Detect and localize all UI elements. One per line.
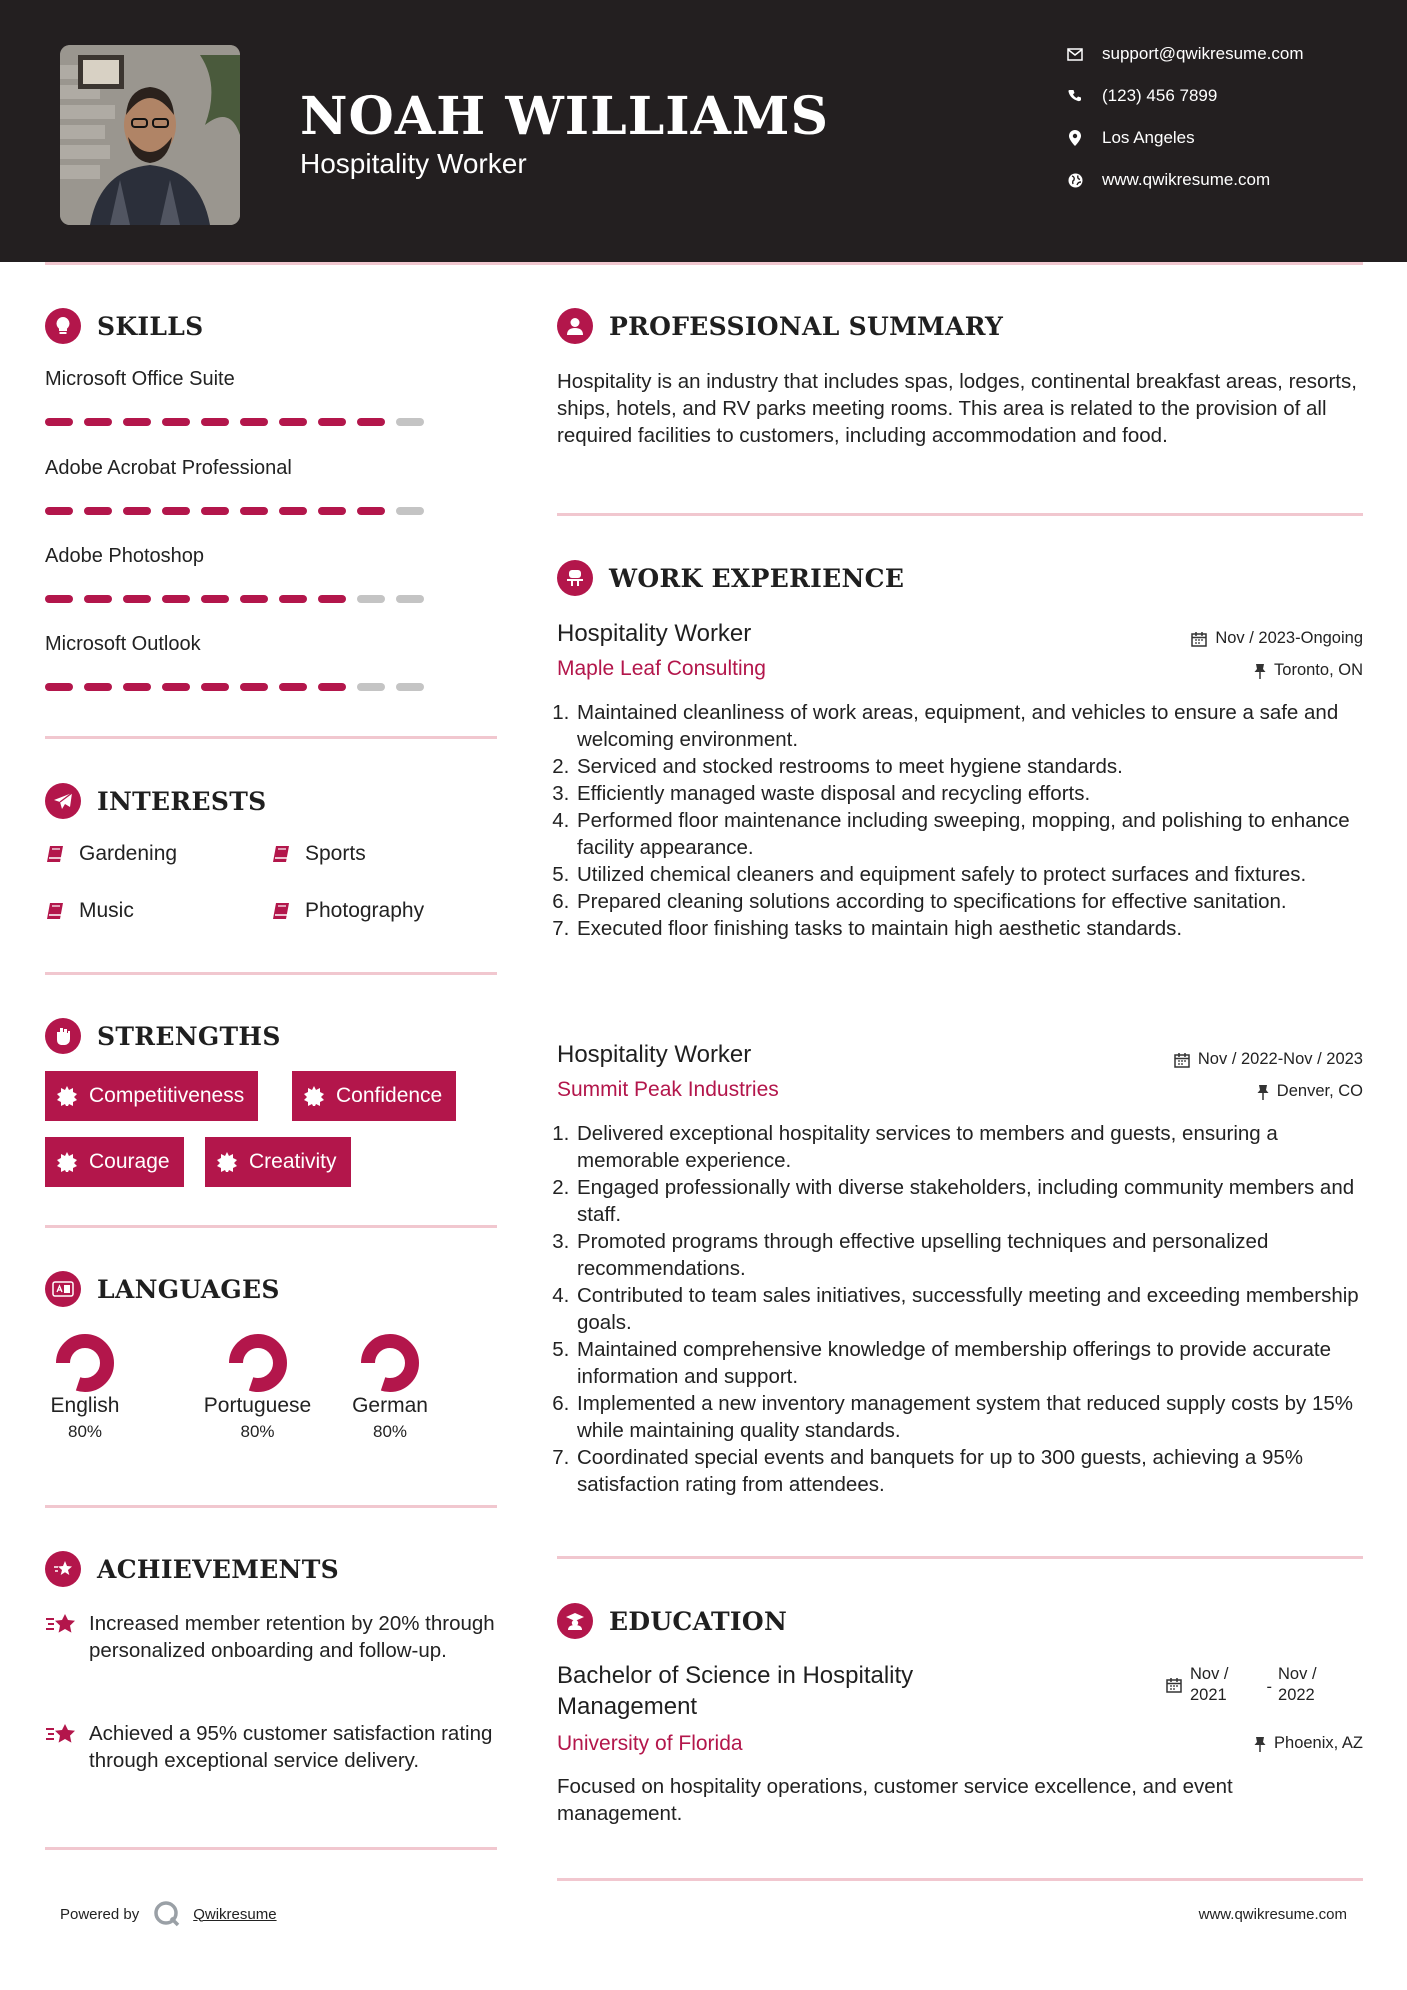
language-name: English [50,1394,120,1417]
bellhop-icon [557,560,593,596]
job-title: Hospitality Worker [557,620,752,647]
skill-name: Microsoft Outlook [45,633,201,655]
skill-dot-filled [123,507,151,515]
skill-dot-filled [84,418,112,426]
contact-phone[interactable]: (123) 456 7899 [1066,86,1217,106]
languages-heading: LANGUAGES [45,1271,280,1307]
pushpin-icon [1257,1084,1269,1100]
education-end-month: Nov / [1278,1665,1317,1683]
education-start-year: 2021 [1190,1686,1227,1704]
shooting-star-icon [45,1612,77,1664]
strength-chip: Courage [45,1137,184,1187]
skill-dot-filled [318,595,346,603]
list-item: 2. Serviced and stocked restrooms to meet hygiene standards. [575,753,1367,780]
job-dates: Nov / 2022-Nov / 2023 [1174,1050,1363,1069]
starburst-icon [304,1086,324,1106]
book-icon [271,844,291,864]
paper-plane-icon [45,783,81,819]
language-name: German [352,1394,428,1417]
section-divider [557,1878,1363,1881]
footer-website[interactable]: www.qwikresume.com [1198,1906,1347,1923]
skill-dot-filled [201,418,229,426]
calendar-icon [1174,1052,1190,1068]
skill-dot-filled [84,507,112,515]
translate-icon [45,1271,81,1307]
skill-dot-filled [84,595,112,603]
degree-title-line2: Management [557,1693,698,1720]
language-item [45,1332,125,1442]
pushpin-icon [1254,1736,1266,1752]
skill-dot-filled [318,507,346,515]
skill-dot-filled [84,683,112,691]
skill-level-bar [45,683,435,691]
job-dates: Nov / 2023-Ongoing [1191,629,1363,648]
strength-chip: Competitiveness [45,1071,258,1121]
skill-dot-filled [318,683,346,691]
location-pin-icon [1066,129,1084,147]
book-icon [271,901,291,921]
phone-icon [1066,87,1084,105]
globe-icon [1066,171,1084,189]
interest-item: Gardening [45,842,177,866]
skill-level-bar [45,595,435,603]
strength-chip: Creativity [205,1137,351,1187]
strengths-heading: STRENGTHS [45,1018,281,1054]
raised-fist-icon [45,1018,81,1054]
calendar-icon [1166,1677,1182,1693]
language-percent: 80% [240,1422,275,1441]
education-dates [1166,1664,1317,1706]
skill-dot-filled [240,418,268,426]
section-divider [557,1556,1363,1559]
company-name: Summit Peak Industries [557,1078,779,1101]
skill-dot-filled [240,595,268,603]
skill-dot-filled [279,418,307,426]
skill-level-bar [45,418,435,426]
list-item: 4. Performed floor maintenance including sweeping, mopping, and polishing to enhance facility appearance. [575,807,1367,861]
list-item: 7. Executed floor finishing tasks to maintain high aesthetic standards. [575,915,1367,942]
skill-dot-filled [45,507,73,515]
star-trophy-icon [45,1551,81,1587]
achievement-item: Increased member retention by 20% through personalized onboarding and follow-up. [45,1610,505,1664]
list-item: 6. Prepared cleaning solutions according to specifications for effective sanitation. [575,888,1367,915]
candidate-role: Hospitality Worker [300,148,527,179]
skill-dot-empty [396,507,424,515]
skill-level-bar [45,507,435,515]
language-name: Portuguese [203,1394,312,1417]
skill-dot-filled [201,683,229,691]
qwikresume-link[interactable]: Qwikresume [193,1905,277,1923]
section-divider [45,1847,497,1850]
school-name: University of Florida [557,1732,743,1755]
list-item: 3. Efficiently managed waste disposal and recycling efforts. [575,780,1367,807]
list-item: 1. Maintained cleanliness of work areas, equipment, and vehicles to ensure a safe and welcoming environment. [575,699,1367,753]
mail-icon [1066,45,1084,63]
contact-location: Los Angeles [1066,128,1195,148]
skill-dot-filled [279,595,307,603]
profile-photo [60,45,240,225]
list-item: 1. Delivered exceptional hospitality services to members and guests, ensuring a memorable experience. [575,1120,1367,1174]
skill-dot-filled [162,507,190,515]
list-item: 5. Utilized chemical cleaners and equipment safely to protect surfaces and fixtures. [575,861,1367,888]
skill-dot-filled [357,507,385,515]
skill-dot-filled [123,418,151,426]
skill-dot-empty [396,683,424,691]
language-progress-ring [54,1332,116,1394]
resume-header [0,0,1407,262]
list-item: 5. Maintained comprehensive knowledge of membership offerings to provide accurate information and support. [575,1336,1367,1390]
date-range-dash: - [1266,1678,1273,1696]
skill-dot-filled [318,418,346,426]
graduate-icon [557,1603,593,1639]
strength-chip: Confidence [292,1071,456,1121]
job-title: Hospitality Worker [557,1041,752,1068]
skill-dot-filled [201,595,229,603]
list-item: 6. Implemented a new inventory management system that reduced supply costs by 15% while maintaining quality standards. [575,1390,1367,1444]
job-duties-list [557,699,1367,942]
section-divider [45,972,497,975]
interest-item: Sports [271,842,366,866]
shooting-star-icon [45,1722,77,1774]
education-end-year: 2022 [1278,1686,1315,1704]
qwikresume-logo-icon [153,1900,181,1928]
summary-heading: PROFESSIONAL SUMMARY [557,308,1003,344]
lightbulb-icon [45,308,81,344]
starburst-icon [57,1086,77,1106]
job-location: Denver, CO [1257,1082,1363,1101]
skill-dot-filled [240,683,268,691]
book-icon [45,844,65,864]
skill-name: Microsoft Office Suite [45,368,235,390]
skill-dot-empty [357,683,385,691]
skill-dot-filled [162,595,190,603]
interests-heading: INTERESTS [45,783,266,819]
skill-dot-filled [201,507,229,515]
interest-item: Music [45,899,134,923]
section-divider [45,736,497,739]
footer-powered-by: Powered by Qwikresume [60,1900,277,1928]
skill-dot-filled [240,507,268,515]
header-divider [45,262,1363,265]
interest-item: Photography [271,899,424,923]
skill-dot-filled [162,418,190,426]
achievement-item: Achieved a 95% customer satisfaction rating through exceptional service delivery. [45,1720,505,1774]
language-item [195,1332,320,1442]
section-divider [45,1225,497,1228]
list-item: 3. Promoted programs through effective upselling techniques and personalized recommendations. [575,1228,1367,1282]
contact-website[interactable]: www.qwikresume.com [1066,170,1270,190]
list-item: 7. Coordinated special events and banquets for up to 300 guests, achieving a 95% satisfaction rating from attendees. [575,1444,1367,1498]
pushpin-icon [1254,663,1266,679]
skill-dot-filled [279,683,307,691]
skill-name: Adobe Photoshop [45,545,205,567]
calendar-icon [1191,631,1207,647]
section-divider [45,1505,497,1508]
company-name: Maple Leaf Consulting [557,657,766,680]
education-description: Focused on hospitality operations, customer service excellence, and event management. [557,1775,1233,1825]
skill-dot-filled [123,595,151,603]
education-start-month: Nov / [1190,1665,1229,1683]
skill-dot-filled [279,507,307,515]
degree-title-line1: Bachelor of Science in Hospitality [557,1662,914,1689]
candidate-name: NOAH WILLIAMS [300,86,830,147]
skill-dot-filled [357,418,385,426]
skill-dot-empty [396,595,424,603]
skill-dot-filled [123,683,151,691]
job-duties-list [557,1120,1367,1498]
skill-dot-filled [45,595,73,603]
list-item: 2. Engaged professionally with diverse stakeholders, including community members and staff. [575,1174,1367,1228]
summary-text: Hospitality is an industry that includes spas, lodges, continental breakfast areas, resorts, ships, hotels, and RV parks meeting rooms. This area is related to the provision of all required facilities to customers, including accommodation and food. [557,370,1357,447]
user-icon [557,308,593,344]
skill-dot-filled [45,683,73,691]
language-progress-ring [359,1332,421,1394]
language-percent: 80% [67,1422,103,1441]
starburst-icon [217,1152,237,1172]
starburst-icon [57,1152,77,1172]
language-percent: 80% [372,1422,408,1441]
education-location: Phoenix, AZ [1254,1734,1363,1753]
book-icon [45,901,65,921]
skill-name: Adobe Acrobat Professional [45,457,292,479]
skill-dot-empty [396,418,424,426]
section-divider [557,513,1363,516]
skill-dot-empty [357,595,385,603]
achievements-heading: ACHIEVEMENTS [45,1551,339,1587]
language-progress-ring [227,1332,289,1394]
skills-heading: SKILLS [45,308,204,344]
experience-heading: WORK EXPERIENCE [557,560,904,596]
language-item [345,1332,435,1442]
skill-dot-filled [45,418,73,426]
job-location: Toronto, ON [1254,661,1363,680]
skill-dot-filled [162,683,190,691]
list-item: 4. Contributed to team sales initiatives, successfully meeting and exceeding membership goals. [575,1282,1367,1336]
contact-email[interactable]: support@qwikresume.com [1066,44,1304,64]
education-heading: EDUCATION [557,1603,787,1639]
